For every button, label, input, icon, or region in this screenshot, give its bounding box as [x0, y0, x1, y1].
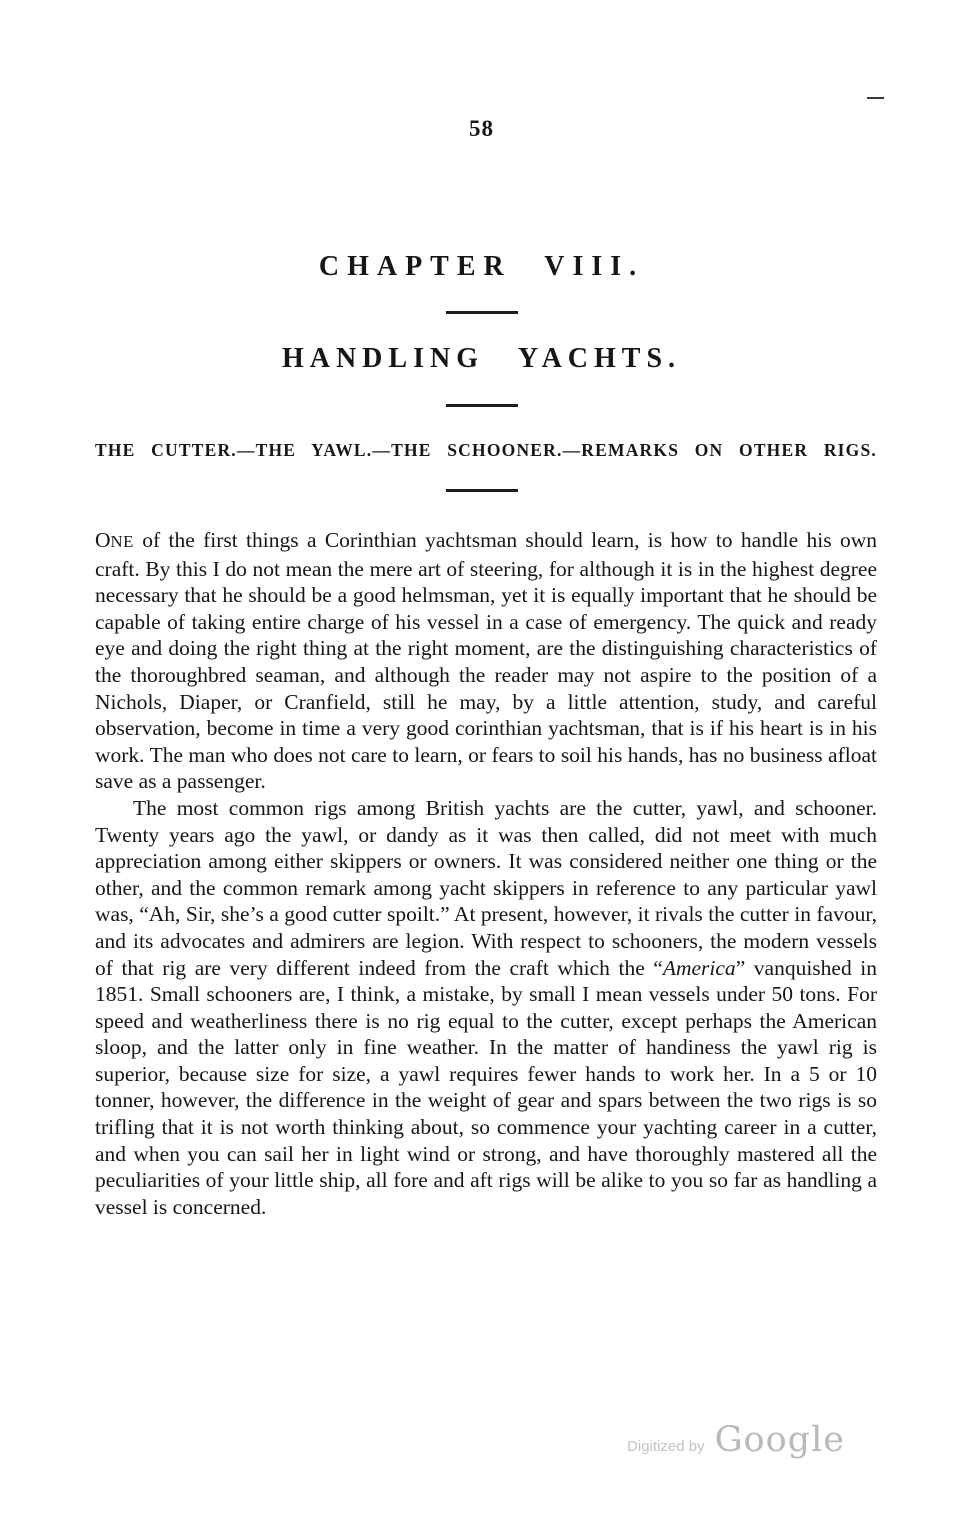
- chapter-title: HANDLING YACHTS.: [281, 343, 682, 374]
- lead-smallcaps: NE: [110, 532, 134, 551]
- divider: [446, 311, 518, 314]
- paragraph-1: [95, 527, 877, 795]
- digitized-footer: [627, 1420, 845, 1460]
- page-number: 58: [469, 116, 494, 141]
- body-text: [95, 527, 877, 1220]
- chapter-contents-line: THE CUTTER.—THE YAWL.—THE SCHOONER.—REMARKS ON OTHER RIGS.: [95, 440, 877, 460]
- scan-stray-mark: [867, 97, 884, 99]
- paragraph-2-text-b: ” vanquished in 1851. Small schooners are, I think, a mistake, by small I mean vessels under 50 tons. For speed and weatherliness there is no rig equal to the cutter, except perhaps the American sloop, and the latter only in fine weather. In the matter of handiness the yawl rig is superior, because size for size, a yawl requires fewer hands to work her. In a 5 or 10 tonner, however, the difference in the weight of gear and spars between the two rigs is so trifling that it is not worth thinking about, so commence your yachting career in a cutter, and when you can sail her in light wind or strong, and have thoroughly mastered all the peculiarities of your little ship, all fore and aft rigs will be alike to you so far as handling a vessel is concerned.: [95, 955, 877, 1219]
- google-watermark-logo: Google: [714, 1420, 845, 1460]
- paragraph-1-text: of the first things a Corinthian yachtsman should learn, is how to handle his own craft. By this I do not mean the mere art of steering, for although it is in the highest degree necessary that he should be a good helmsman, yet it is equally important that he should be capable of taking entire charge of his vessel in a case of emergency. The quick and ready eye and doing the right thing at the right moment, are the distinguishing characteristics of the thoroughbred seaman, and although the reader may not aspire to the position of a Nichols, Diaper, or Cranfield, still he may, by a little attention, study, and careful observation, become in time a very good corinthian yachtsman, that is if his heart is in his work. The man who does not care to learn, or fears to soil his hands, has no business afloat save as a passenger.: [95, 528, 877, 794]
- paragraph-2-text-a: The most common rigs among British yachts are the cutter, yawl, and schooner. Twenty years ago the yawl, or dandy as it was then called, did not meet with much appreciation among either skippers or owners. It was considered neither one thing or the other, and the common remark among yacht skippers in reference to any particular yawl was, “Ah, Sir, she’s a good cutter spoilt.” At present, however, it rivals the cutter in favour, and its advocates and admirers are legion. With respect to schooners, the modern vessels of that rig are very different indeed from the craft which the “: [95, 795, 877, 980]
- divider: [446, 404, 518, 407]
- divider: [446, 489, 518, 492]
- lead-initial: O: [95, 528, 111, 552]
- digitized-by-label: Digitized by: [627, 1438, 705, 1455]
- paragraph-2: [95, 795, 877, 1221]
- italic-ship-name: America: [662, 955, 736, 980]
- chapter-heading: CHAPTER VIII.: [318, 251, 645, 282]
